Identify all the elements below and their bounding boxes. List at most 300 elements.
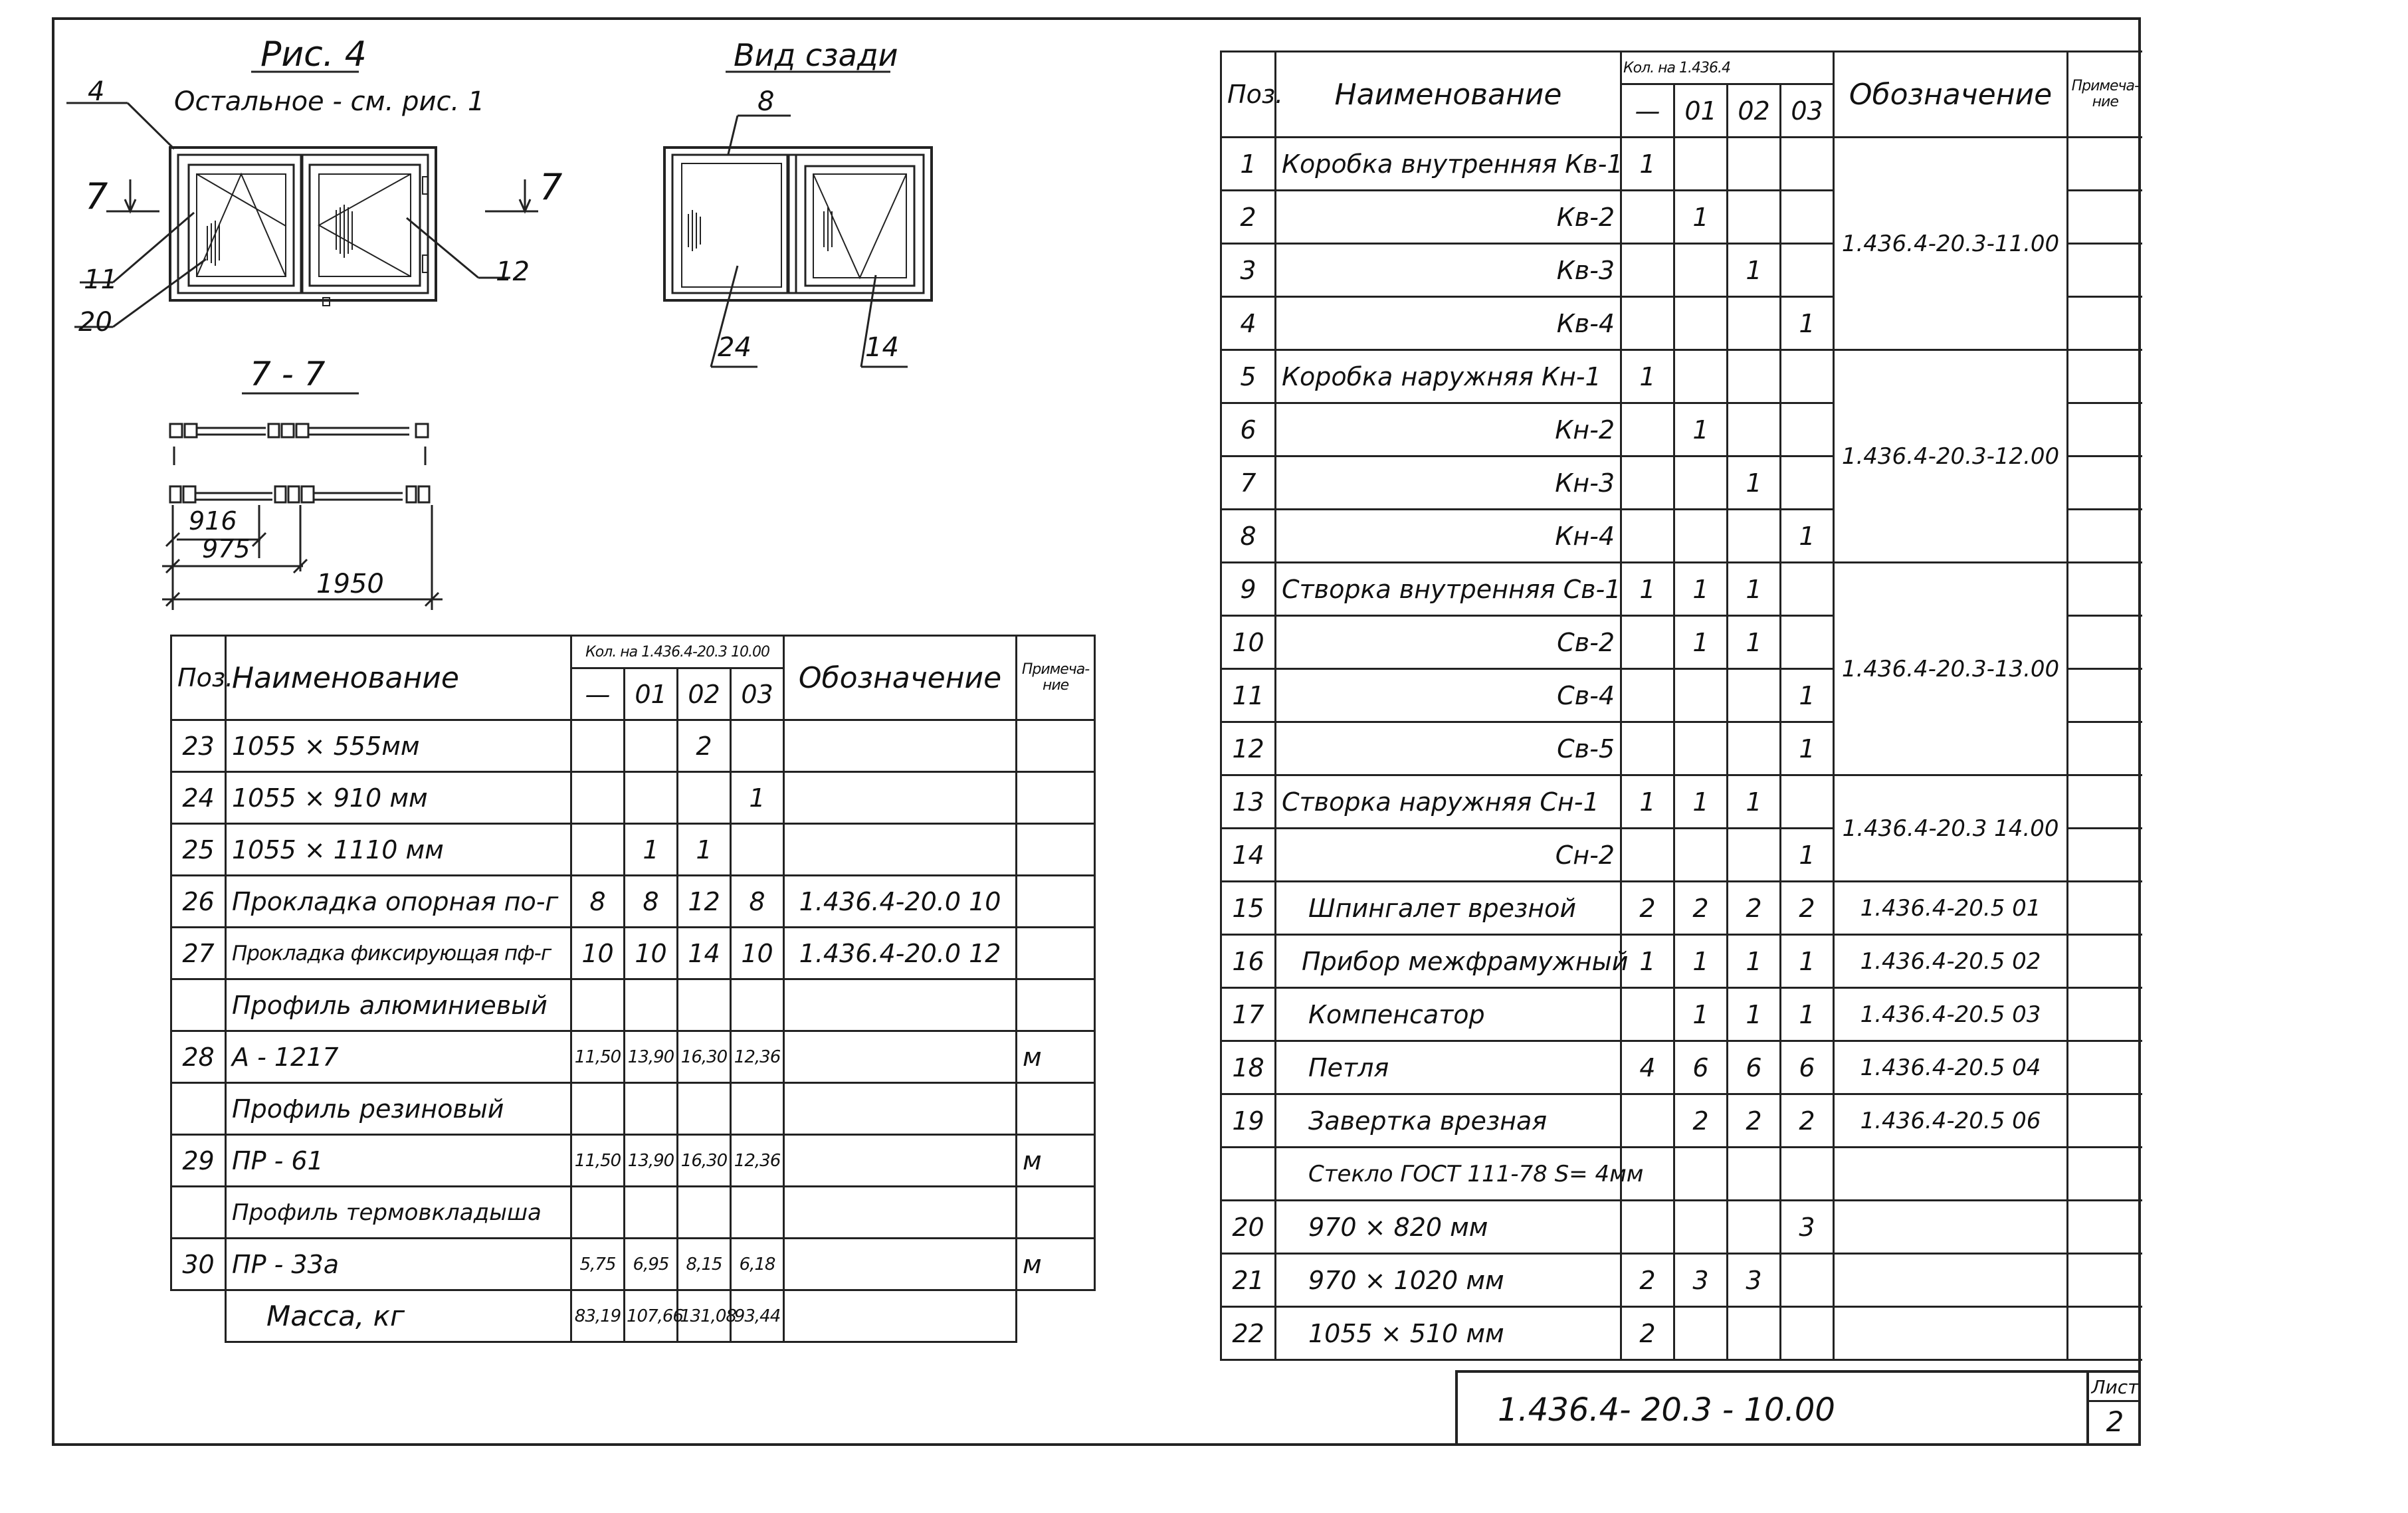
col-name-header: Наименование: [226, 636, 571, 720]
right-sash-opening: [319, 174, 411, 276]
table-row: [1221, 350, 2142, 403]
row-designation: 1.436.4-20.5 03: [1834, 988, 2068, 1041]
row-qty-03: [1781, 1254, 1834, 1307]
row-designation: [1834, 1254, 2068, 1307]
row-pos: 29: [171, 1135, 226, 1187]
row-name: Коробка внутренняя Кв-1: [1276, 138, 1621, 191]
row-designation: [784, 1187, 1017, 1239]
table-row: [171, 1083, 1095, 1135]
row-designation: 1.436.4-20.5 02: [1834, 935, 2068, 988]
row-name: 970 × 820 мм: [1276, 1201, 1621, 1254]
col-qty-02: 02: [1728, 84, 1781, 138]
col-qty-base: —: [1621, 84, 1674, 138]
row-qty-03: [731, 1187, 784, 1239]
row-qty-03: [731, 824, 784, 876]
row-name: Св-5: [1276, 722, 1621, 775]
row-name: 1055 × 510 мм: [1276, 1307, 1621, 1360]
row-qty-03: [1781, 244, 1834, 297]
callout-14: 14: [865, 332, 899, 363]
row-qty-03: 2: [1781, 882, 1834, 935]
row-qty-02: [1728, 138, 1781, 191]
row-name: Профиль термовкладыша: [226, 1187, 571, 1239]
row-qty-03: 1: [1781, 935, 1834, 988]
row-note: [2068, 1094, 2142, 1148]
row-qty-02: 16,30: [678, 1135, 731, 1187]
row-note: [2068, 1148, 2142, 1201]
row-qty-02: [1728, 829, 1781, 882]
col-pos-header: Поз.: [1221, 52, 1276, 138]
row-qty-01: 13,90: [625, 1135, 678, 1187]
row-qty-01: 2: [1674, 882, 1728, 935]
row-designation: [784, 979, 1017, 1031]
spec-table-right: [1220, 50, 2142, 1361]
row-pos: 5: [1221, 350, 1276, 403]
col-qty-01: 01: [1674, 84, 1728, 138]
row-qty-02: 12: [678, 876, 731, 928]
row-qty-01: 6,95: [625, 1239, 678, 1290]
row-qty-02: [1728, 1307, 1781, 1360]
row-qty-01: 1: [1674, 403, 1728, 456]
row-name: Завертка врезная: [1276, 1094, 1621, 1148]
row-note: [1017, 772, 1095, 824]
row-name: Кв-4: [1276, 297, 1621, 350]
row-qty-01: 8: [625, 876, 678, 928]
row-qty-01: 1: [1674, 563, 1728, 616]
right-sash: [310, 165, 420, 286]
table-row: [171, 979, 1095, 1031]
row-name: ПР - 33а: [226, 1239, 571, 1290]
row-qty-03: 3: [1781, 1201, 1834, 1254]
row-qty-01: [625, 1187, 678, 1239]
row-qty-03: 1: [1781, 722, 1834, 775]
row-qty-base: 4: [1621, 1041, 1674, 1094]
row-qty-02: 1: [1728, 563, 1781, 616]
mass-qty-01: 107,66: [625, 1290, 678, 1342]
row-pos: 8: [1221, 510, 1276, 563]
row-pos: 12: [1221, 722, 1276, 775]
row-pos: [1221, 1148, 1276, 1201]
row-pos: 17: [1221, 988, 1276, 1041]
row-qty-base: 1: [1621, 775, 1674, 829]
row-qty-03: [731, 720, 784, 772]
row-qty-base: 2: [1621, 1307, 1674, 1360]
row-pos: 25: [171, 824, 226, 876]
row-name: 1055 × 1110 мм: [226, 824, 571, 876]
group-designation-3: 1.436.4-20.3-13.00: [1834, 563, 2068, 775]
col-qty-03: 03: [1781, 84, 1834, 138]
row-note: [2068, 1254, 2142, 1307]
row-name: Створка наружняя Сн-1: [1276, 775, 1621, 829]
row-qty-02: 1: [678, 824, 731, 876]
mass-row: [171, 1290, 1095, 1342]
row-qty-base: [1621, 722, 1674, 775]
table-row: [171, 1031, 1095, 1083]
row-qty-base: 1: [1621, 138, 1674, 191]
row-qty-01: [625, 772, 678, 824]
row-qty-01: 1: [1674, 775, 1728, 829]
row-qty-base: [571, 1187, 625, 1239]
row-qty-base: [1621, 403, 1674, 456]
row-designation: [1834, 1201, 2068, 1254]
mass-designation: [784, 1290, 1017, 1342]
row-qty-03: 1: [731, 772, 784, 824]
row-qty-03: 1: [1781, 669, 1834, 722]
mass-qty-base: 83,19: [571, 1290, 625, 1342]
row-name: ПР - 61: [226, 1135, 571, 1187]
row-pos: 15: [1221, 882, 1276, 935]
col-qty-03: 03: [731, 668, 784, 720]
row-note: [2068, 403, 2142, 456]
row-qty-02: [1728, 191, 1781, 244]
row-qty-base: 5,75: [571, 1239, 625, 1290]
callout-4: 4: [88, 76, 105, 107]
row-name: Компенсатор: [1276, 988, 1621, 1041]
row-pos: 23: [171, 720, 226, 772]
callout-12: 12: [496, 256, 530, 287]
row-note: [2068, 935, 2142, 988]
row-qty-03: 6: [1781, 1041, 1834, 1094]
row-qty-01: [625, 1083, 678, 1135]
row-qty-03: 1: [1781, 829, 1834, 882]
row-qty-base: 11,50: [571, 1135, 625, 1187]
row-name: Профиль резиновый: [226, 1083, 571, 1135]
row-qty-03: [731, 979, 784, 1031]
row-pos: 18: [1221, 1041, 1276, 1094]
row-qty-base: [571, 824, 625, 876]
section-mark-label-right: 7: [540, 166, 563, 208]
row-note: [2068, 988, 2142, 1041]
table-row: [171, 772, 1095, 824]
row-note: [1017, 824, 1095, 876]
row-pos: 10: [1221, 616, 1276, 669]
row-qty-03: 12,36: [731, 1135, 784, 1187]
row-note: [1017, 720, 1095, 772]
row-name: Кв-3: [1276, 244, 1621, 297]
row-name: Прокладка опорная по-г: [226, 876, 571, 928]
rear-inner-frame: [672, 155, 924, 293]
row-qty-03: 12,36: [731, 1031, 784, 1083]
row-qty-02: [1728, 722, 1781, 775]
rear-sash: [805, 166, 914, 286]
row-note: [2068, 297, 2142, 350]
row-qty-base: [1621, 988, 1674, 1041]
section-7-7-profiles: [170, 424, 429, 502]
sheet-number: 2: [2106, 1405, 2124, 1438]
row-qty-01: [625, 979, 678, 1031]
row-name: 970 × 1020 мм: [1276, 1254, 1621, 1307]
row-designation: [1834, 1148, 2068, 1201]
row-name: Св-4: [1276, 669, 1621, 722]
row-pos: 9: [1221, 563, 1276, 616]
row-qty-02: [678, 1083, 731, 1135]
table-row: [1221, 1148, 2142, 1201]
row-note: [2068, 191, 2142, 244]
col-designation-header: Обозначение: [1834, 52, 2068, 138]
row-note: [2068, 510, 2142, 563]
col-qty-base: —: [571, 668, 625, 720]
row-qty-base: 8: [571, 876, 625, 928]
row-qty-base: [1621, 191, 1674, 244]
row-qty-base: [1621, 510, 1674, 563]
row-qty-01: [625, 720, 678, 772]
row-designation: [784, 720, 1017, 772]
row-qty-01: [1674, 456, 1728, 510]
row-note: [1017, 1187, 1095, 1239]
row-name: Шпингалет врезной: [1276, 882, 1621, 935]
row-qty-01: 1: [1674, 191, 1728, 244]
row-note: [2068, 138, 2142, 191]
row-pos: 30: [171, 1239, 226, 1290]
row-qty-base: 1: [1621, 935, 1674, 988]
row-pos: 3: [1221, 244, 1276, 297]
row-qty-01: [1674, 722, 1728, 775]
row-qty-02: 1: [1728, 988, 1781, 1041]
row-pos: 13: [1221, 775, 1276, 829]
row-pos: 16: [1221, 935, 1276, 988]
row-designation: 1.436.4-20.5 04: [1834, 1041, 2068, 1094]
row-note: [2068, 669, 2142, 722]
row-qty-03: 2: [1781, 1094, 1834, 1148]
row-qty-01: [1674, 1148, 1728, 1201]
table-row: [1221, 1094, 2142, 1148]
row-qty-01: [1674, 829, 1728, 882]
row-qty-02: 1: [1728, 935, 1781, 988]
table-row: [1221, 138, 2142, 191]
row-qty-base: [1621, 1094, 1674, 1148]
row-qty-base: 2: [1621, 1254, 1674, 1307]
row-qty-base: [571, 979, 625, 1031]
dimension-975: 975: [202, 534, 251, 563]
row-qty-01: [1674, 1201, 1728, 1254]
row-note: [2068, 616, 2142, 669]
row-note: [2068, 882, 2142, 935]
col-designation-header: Обозначение: [784, 636, 1017, 720]
table-row: [1221, 1254, 2142, 1307]
row-designation: 1.436.4-20.0 10: [784, 876, 1017, 928]
row-name: Кн-4: [1276, 510, 1621, 563]
row-qty-base: [1621, 456, 1674, 510]
row-note: [2068, 1041, 2142, 1094]
row-qty-01: 3: [1674, 1254, 1728, 1307]
row-qty-02: 2: [1728, 882, 1781, 935]
row-qty-02: 1: [1728, 456, 1781, 510]
row-qty-02: 8,15: [678, 1239, 731, 1290]
row-qty-03: [1781, 456, 1834, 510]
row-qty-02: [1728, 669, 1781, 722]
row-qty-01: 1: [1674, 988, 1728, 1041]
sheet-label: Лист: [2089, 1373, 2141, 1402]
document-code: 1.436.4- 20.3 - 10.00: [1498, 1391, 1835, 1429]
row-pos: [171, 979, 226, 1031]
table-row: [171, 1239, 1095, 1290]
row-name: Прокладка фиксирующая пф-г: [226, 928, 571, 979]
row-qty-03: 10: [731, 928, 784, 979]
row-qty-01: 13,90: [625, 1031, 678, 1083]
row-note: [2068, 1307, 2142, 1360]
callout-20: 20: [78, 307, 112, 338]
row-qty-02: 16,30: [678, 1031, 731, 1083]
row-qty-01: [1674, 297, 1728, 350]
row-designation: [784, 1083, 1017, 1135]
row-qty-base: [1621, 244, 1674, 297]
row-note: [2068, 775, 2142, 829]
mass-note: [1017, 1290, 1095, 1342]
rear-view-title: Вид сзади: [734, 37, 898, 73]
row-qty-03: [1781, 138, 1834, 191]
row-qty-02: [678, 1187, 731, 1239]
group-designation-4: 1.436.4-20.3 14.00: [1834, 775, 2068, 882]
row-pos: 4: [1221, 297, 1276, 350]
row-qty-01: [1674, 510, 1728, 563]
row-pos: [171, 1187, 226, 1239]
row-name: Сн-2: [1276, 829, 1621, 882]
row-qty-01: 1: [1674, 935, 1728, 988]
row-note: м: [1017, 1239, 1095, 1290]
section-mark-label-left: 7: [85, 175, 108, 217]
col-name-header: Наименование: [1276, 52, 1621, 138]
row-name: 1055 × 910 мм: [226, 772, 571, 824]
row-name: Кн-3: [1276, 456, 1621, 510]
group-designation-2: 1.436.4-20.3-12.00: [1834, 350, 2068, 563]
row-name: Кн-2: [1276, 403, 1621, 456]
table-row: [1221, 1201, 2142, 1254]
group-designation-1: 1.436.4-20.3-11.00: [1834, 138, 2068, 350]
row-qty-02: [678, 772, 731, 824]
col-pos-header: Поз.: [171, 636, 226, 720]
row-qty-02: [1728, 297, 1781, 350]
row-qty-base: [1621, 669, 1674, 722]
row-qty-01: [1674, 669, 1728, 722]
section-title: 7 - 7: [250, 355, 326, 393]
row-note: [1017, 979, 1095, 1031]
row-qty-03: [1781, 403, 1834, 456]
col-qty-02: 02: [678, 668, 731, 720]
table-row: [171, 928, 1095, 979]
table-row: [1221, 1041, 2142, 1094]
row-qty-03: [1781, 775, 1834, 829]
table-row: [171, 1135, 1095, 1187]
mass-qty-03: 93,44: [731, 1290, 784, 1342]
row-note: [1017, 928, 1095, 979]
row-qty-03: 6,18: [731, 1239, 784, 1290]
row-pos: 1: [1221, 138, 1276, 191]
row-qty-03: [1781, 350, 1834, 403]
row-designation: 1.436.4-20.5 01: [1834, 882, 2068, 935]
row-qty-base: [1621, 297, 1674, 350]
row-pos: 22: [1221, 1307, 1276, 1360]
row-pos: 21: [1221, 1254, 1276, 1307]
row-qty-03: [1781, 1307, 1834, 1360]
left-glass: [197, 174, 286, 276]
row-note: м: [1017, 1031, 1095, 1083]
table-row: [171, 876, 1095, 928]
table-row: [171, 1187, 1095, 1239]
row-qty-02: 6: [1728, 1041, 1781, 1094]
row-qty-02: [1728, 403, 1781, 456]
row-pos: 24: [171, 772, 226, 824]
row-qty-03: 8: [731, 876, 784, 928]
row-name: Кв-2: [1276, 191, 1621, 244]
row-qty-01: 1: [1674, 616, 1728, 669]
row-qty-03: [731, 1083, 784, 1135]
row-designation: [784, 772, 1017, 824]
row-name: Коробка наружняя Кн-1: [1276, 350, 1621, 403]
table-row: [1221, 935, 2142, 988]
spec-table-left: [170, 635, 1096, 1343]
row-note: [2068, 456, 2142, 510]
row-qty-03: 1: [1781, 988, 1834, 1041]
row-note: [2068, 722, 2142, 775]
row-qty-03: [1781, 563, 1834, 616]
mass-spacer: [171, 1290, 226, 1342]
row-note: [2068, 1201, 2142, 1254]
row-note: [1017, 1083, 1095, 1135]
table-row: [1221, 775, 2142, 829]
row-qty-02: 2: [678, 720, 731, 772]
row-pos: 19: [1221, 1094, 1276, 1148]
row-qty-base: 2: [1621, 882, 1674, 935]
row-qty-02: 2: [1728, 1094, 1781, 1148]
row-qty-02: 1: [1728, 244, 1781, 297]
row-name: Створка внутренняя Св-1: [1276, 563, 1621, 616]
row-designation: [784, 1031, 1017, 1083]
row-qty-02: [1728, 350, 1781, 403]
row-name: Профиль алюминиевый: [226, 979, 571, 1031]
row-qty-01: [1674, 244, 1728, 297]
row-pos: 7: [1221, 456, 1276, 510]
row-name: 1055 × 555мм: [226, 720, 571, 772]
row-qty-base: 11,50: [571, 1031, 625, 1083]
row-qty-02: [1728, 1201, 1781, 1254]
row-designation: [784, 1239, 1017, 1290]
row-name: Петля: [1276, 1041, 1621, 1094]
row-pos: 6: [1221, 403, 1276, 456]
col-note-header: Примеча-ние: [2068, 52, 2142, 138]
right-glass: [319, 174, 411, 276]
row-name: Стекло ГОСТ 111-78 S= 4мм: [1276, 1148, 1621, 1201]
row-qty-01: 2: [1674, 1094, 1728, 1148]
row-qty-base: [1621, 616, 1674, 669]
row-qty-02: 1: [1728, 775, 1781, 829]
title-block: [1455, 1370, 2141, 1446]
figure-note: Остальное - см. рис. 1: [174, 86, 485, 117]
row-qty-base: [1621, 829, 1674, 882]
row-designation: [784, 824, 1017, 876]
row-qty-01: 1: [625, 824, 678, 876]
row-qty-03: [1781, 1148, 1834, 1201]
col-note-header: Примеча-ние: [1017, 636, 1095, 720]
row-qty-02: 1: [1728, 616, 1781, 669]
col-qty-header: Кол. на 1.436.4: [1621, 52, 1834, 84]
row-qty-03: [1781, 191, 1834, 244]
row-qty-02: 14: [678, 928, 731, 979]
table-row: [1221, 882, 2142, 935]
col-qty-header: Кол. на 1.436.4-20.3 10.00: [571, 636, 784, 668]
row-pos: 14: [1221, 829, 1276, 882]
row-qty-base: 10: [571, 928, 625, 979]
row-qty-03: [1781, 616, 1834, 669]
row-note: [2068, 244, 2142, 297]
row-qty-base: [571, 1083, 625, 1135]
row-qty-03: 1: [1781, 297, 1834, 350]
row-qty-base: 1: [1621, 350, 1674, 403]
row-qty-03: 1: [1781, 510, 1834, 563]
row-qty-02: [1728, 510, 1781, 563]
row-qty-base: [1621, 1201, 1674, 1254]
row-qty-01: [1674, 1307, 1728, 1360]
drawing-area: [0, 0, 997, 625]
row-pos: 2: [1221, 191, 1276, 244]
